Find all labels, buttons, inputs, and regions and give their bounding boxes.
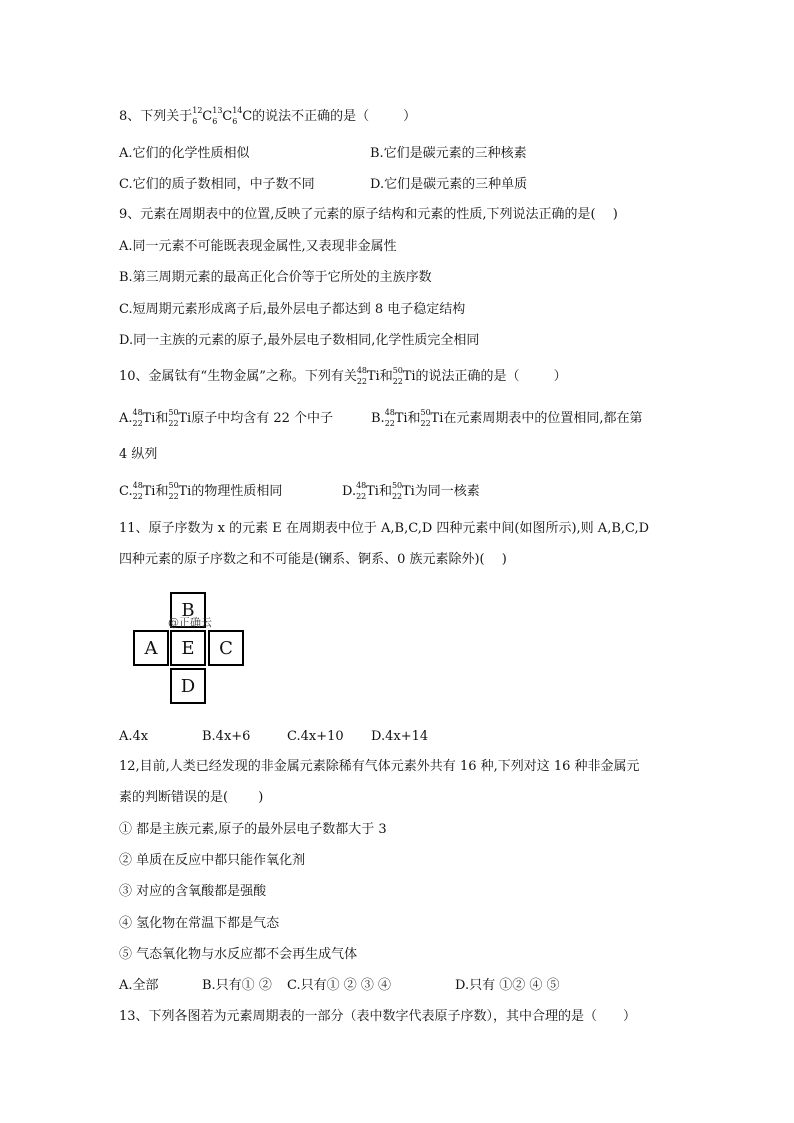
question-8-stem: 8、下列关于 12 6 C 13 6 C 14 6 C的说法不正确的是（ ）: [119, 106, 417, 126]
question-12-stem-line1: 12,目前,人类已经发现的非金属元素除稀有气体元素外共有 16 种,下列对这 16 种非金属元: [119, 759, 640, 774]
question-13-stem: 13、下列各图若为元素周期表的一部分（表中数字代表原子序数），其中合理的是（ ）: [119, 1009, 637, 1024]
question-9-option-d: D.同一主族的元素的原子,最外层电子数相同,化学性质完全相同: [119, 333, 480, 348]
question-10-option-c: C. 48 22 Ti和 50 22 Ti的物理性质相同: [119, 481, 283, 501]
question-12-item: ⑤ 气态氧化物与水反应都不会再生成气体: [119, 947, 358, 962]
question-12-item: ④ 氢化物在常温下都是气态: [119, 916, 280, 931]
question-10-stem: 10、金属钛有“生物金属”之称。下列有关 48 22 Ti和 50 22 Ti的说法正确的是（ ）: [119, 366, 567, 386]
isotope-c13: 13 6: [212, 106, 223, 126]
question-9-option-b: B.第三周期元素的最高正化合价等于它所处的主族序数: [119, 270, 432, 285]
isotope-c14: 14 6: [232, 106, 243, 126]
question-9-option-a: A.同一元素不可能既表现金属性,又表现非金属性: [119, 239, 397, 254]
question-12-item: ② 单质在反应中都只能作氧化剂: [119, 853, 306, 868]
question-11-option-d: D.4x+14: [371, 729, 429, 744]
question-10-option-a: A. 48 22 Ti和 50 22 Ti原子中均含有 22 个中子: [119, 408, 334, 428]
question-10-option-b: B. 48 22 Ti和 50 22 Ti在元素周期表中的位置相同,都在第: [371, 408, 643, 428]
grid-cell-right: C: [208, 630, 244, 666]
question-9-option-c: C.短周期元素形成离子后,最外层电子都达到 8 电子稳定结构: [119, 302, 466, 317]
question-12-option-a: A.全部: [119, 978, 159, 993]
question-10-option-d: D. 48 22 Ti和 50 22 Ti为同一核素: [342, 481, 480, 501]
grid-cell-bottom: D: [170, 668, 206, 704]
question-11-option-a: A.4x: [119, 729, 149, 744]
question-8-option-a: A.它们的化学性质相似: [119, 146, 250, 161]
question-12-item: ① 都是主族元素,原子的最外层电子数都大于 3: [119, 822, 387, 837]
question-12-stem-line2: 素的判断错误的是( ): [119, 790, 264, 805]
question-12-item: ③ 对应的含氧酸都是强酸: [119, 884, 267, 899]
question-11-stem-line1: 11、原子序数为 x 的元素 E 在周期表中位于 A,B,C,D 四种元素中间(如图所示),则 A,B,C,D: [119, 521, 650, 536]
isotope-c12: 12 6: [192, 106, 203, 126]
isotope-ti48: 48 22: [356, 366, 368, 386]
question-8-option-d: D.它们是碳元素的三种单质: [370, 177, 528, 192]
grid-cell-center: E: [170, 630, 206, 666]
question-12-option-b: B.只有① ②: [202, 978, 272, 993]
grid-cell-top: B: [170, 592, 206, 628]
grid-cell-left: A: [133, 630, 169, 666]
watermark-label: @正确云: [168, 616, 212, 629]
question-9-stem: 9、元素在周期表中的位置,反映了元素的原子结构和元素的性质,下列说法正确的是( ): [119, 207, 618, 222]
question-8-option-b: B.它们是碳元素的三种核素: [370, 146, 527, 161]
question-8-option-c: C.它们的质子数相同，中子数不同: [119, 177, 315, 192]
isotope-ti50: 50 22: [392, 366, 403, 386]
question-11-option-c: C.4x+10: [287, 729, 344, 744]
question-11-stem-line2: 四种元素的原子序数之和不可能是(镧系、锕系、0 族元素除外)( ): [119, 552, 507, 567]
question-12-option-d: D.只有 ①② ④ ⑤: [455, 978, 560, 993]
question-10-option-b-continued: 4 纵列: [119, 447, 158, 462]
question-11-option-b: B.4x+6: [202, 729, 251, 744]
question-12-option-c: C.只有① ② ③ ④: [287, 978, 392, 993]
